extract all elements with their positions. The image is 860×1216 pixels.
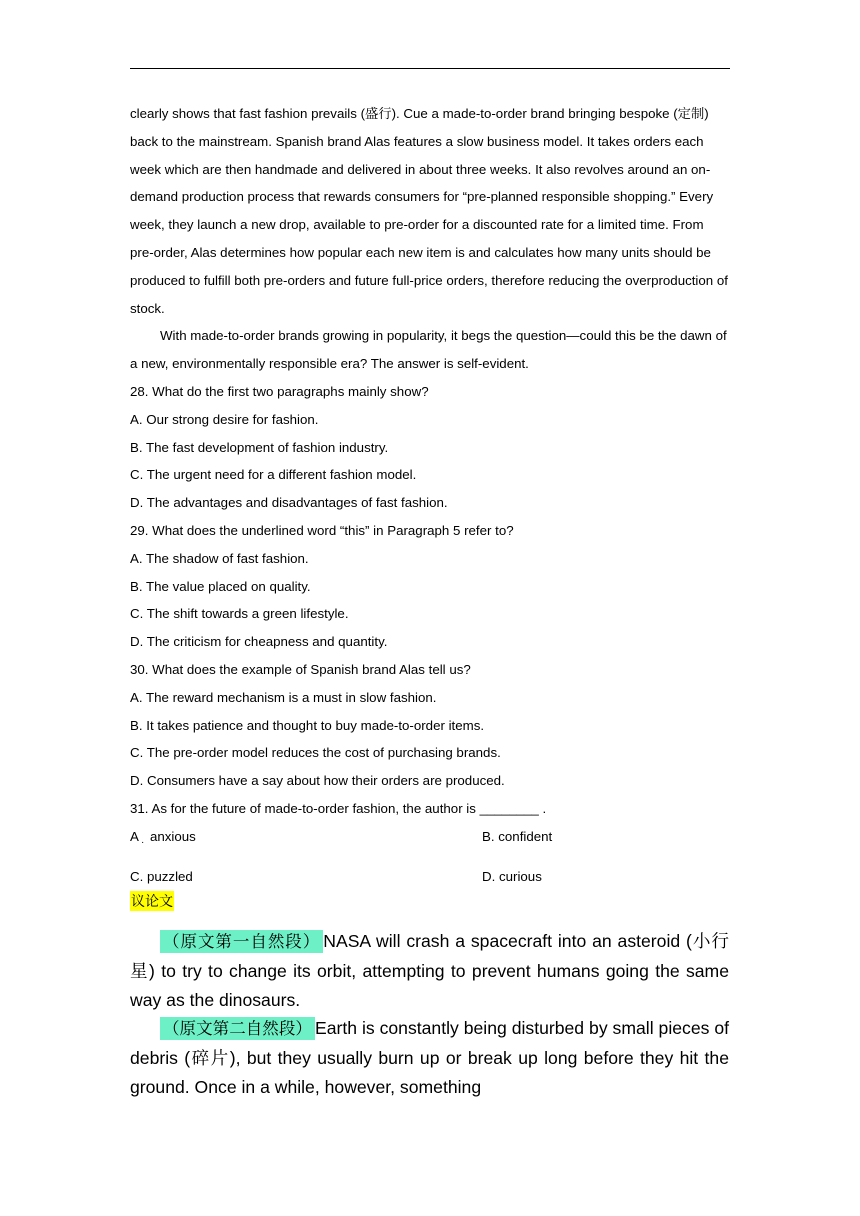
option-c: C. The urgent need for a different fashion model. — [130, 467, 417, 483]
option-c: C. puzzled — [130, 868, 193, 884]
question-29 — [130, 517, 729, 656]
question-stem: 29. What does the underlined word “this” in Paragraph 5 refer to? — [130, 522, 514, 538]
section-tag: 议论文 — [131, 893, 173, 910]
passage-paragraph: clearly shows that fast fashion prevails (盛行). Cue a made-to-order brand bringing bespoke (定制) back to the mainstream. Spanish brand Alas features a slow business model. It takes orders each week which are then handmade and delivered in about three weeks. It also revolves around an on-demand production process that rewards consumers for “pre-planned responsible shopping.” Every week, they launch a new drop, available to pre-order for a discounted rate for a limited time. From pre-order, Alas determines how popular each new item is and calculates how many units should be produced to fulfill both pre-orders and future full-price orders, therefore reducing the overproduction of stock. — [130, 106, 728, 316]
option-a: A. The reward mechanism is a must in slow fashion. — [130, 689, 437, 705]
option-a: A. Our strong desire for fashion. — [130, 411, 319, 427]
question-28 — [130, 378, 729, 517]
option-d: D. curious — [482, 868, 542, 884]
option-a — [130, 823, 196, 851]
header-rule — [130, 68, 730, 69]
option-a-text: anxious — [149, 828, 196, 844]
options-row-cd — [130, 863, 729, 891]
paragraph-text: Earth is constantly being disturbed by small pieces of debris (碎片), but they usually burn up or break up long before they hit the ground. Once in a while, however, something — [130, 1018, 730, 1097]
option-a-letter: A — [130, 828, 139, 844]
question-stem: 30. What does the example of Spanish brand Alas tell us? — [130, 661, 471, 677]
option-b: B. The value placed on quality. — [130, 578, 311, 594]
option-c: C. The pre-order model reduces the cost of purchasing brands. — [130, 745, 501, 761]
option-a-dot: · — [141, 836, 145, 848]
question-31 — [130, 795, 729, 890]
paragraph-label: （原文第一自然段） — [160, 930, 323, 953]
question-stem: 28. What do the first two paragraphs mainly show? — [130, 383, 429, 399]
option-d: D. The criticism for cheapness and quantity. — [130, 634, 388, 650]
option-c: C. The shift towards a green lifestyle. — [130, 606, 349, 622]
option-d: D. Consumers have a say about how their orders are produced. — [130, 773, 505, 789]
passage-paragraph: With made-to-order brands growing in popularity, it begs the question—could this be the dawn of a new, environmentally responsible era? The answer is self-evident. — [130, 328, 727, 372]
option-b: B. The fast development of fashion industry. — [130, 439, 389, 455]
paragraph-text: NASA will crash a spacecraft into an asteroid (小行星) to try to change its orbit, attempting to prevent humans going the same way as the dinosaurs. — [130, 931, 729, 1010]
option-a: A. The shadow of fast fashion. — [130, 550, 309, 566]
option-b: B. It takes patience and thought to buy made-to-order items. — [130, 717, 485, 733]
section-tag-row — [130, 890, 729, 911]
options-row-ab — [130, 823, 729, 851]
document-body — [130, 100, 729, 1102]
passage2-paragraph-2 — [130, 1014, 729, 1101]
passage2-paragraph-1 — [130, 927, 729, 1014]
paragraph-label: （原文第二自然段） — [160, 1017, 315, 1040]
question-stem: 31. As for the future of made-to-order fashion, the author is ________ . — [130, 800, 547, 816]
question-30 — [130, 656, 729, 795]
option-b: B. confident — [482, 828, 553, 844]
option-d: D. The advantages and disadvantages of fast fashion. — [130, 495, 448, 511]
